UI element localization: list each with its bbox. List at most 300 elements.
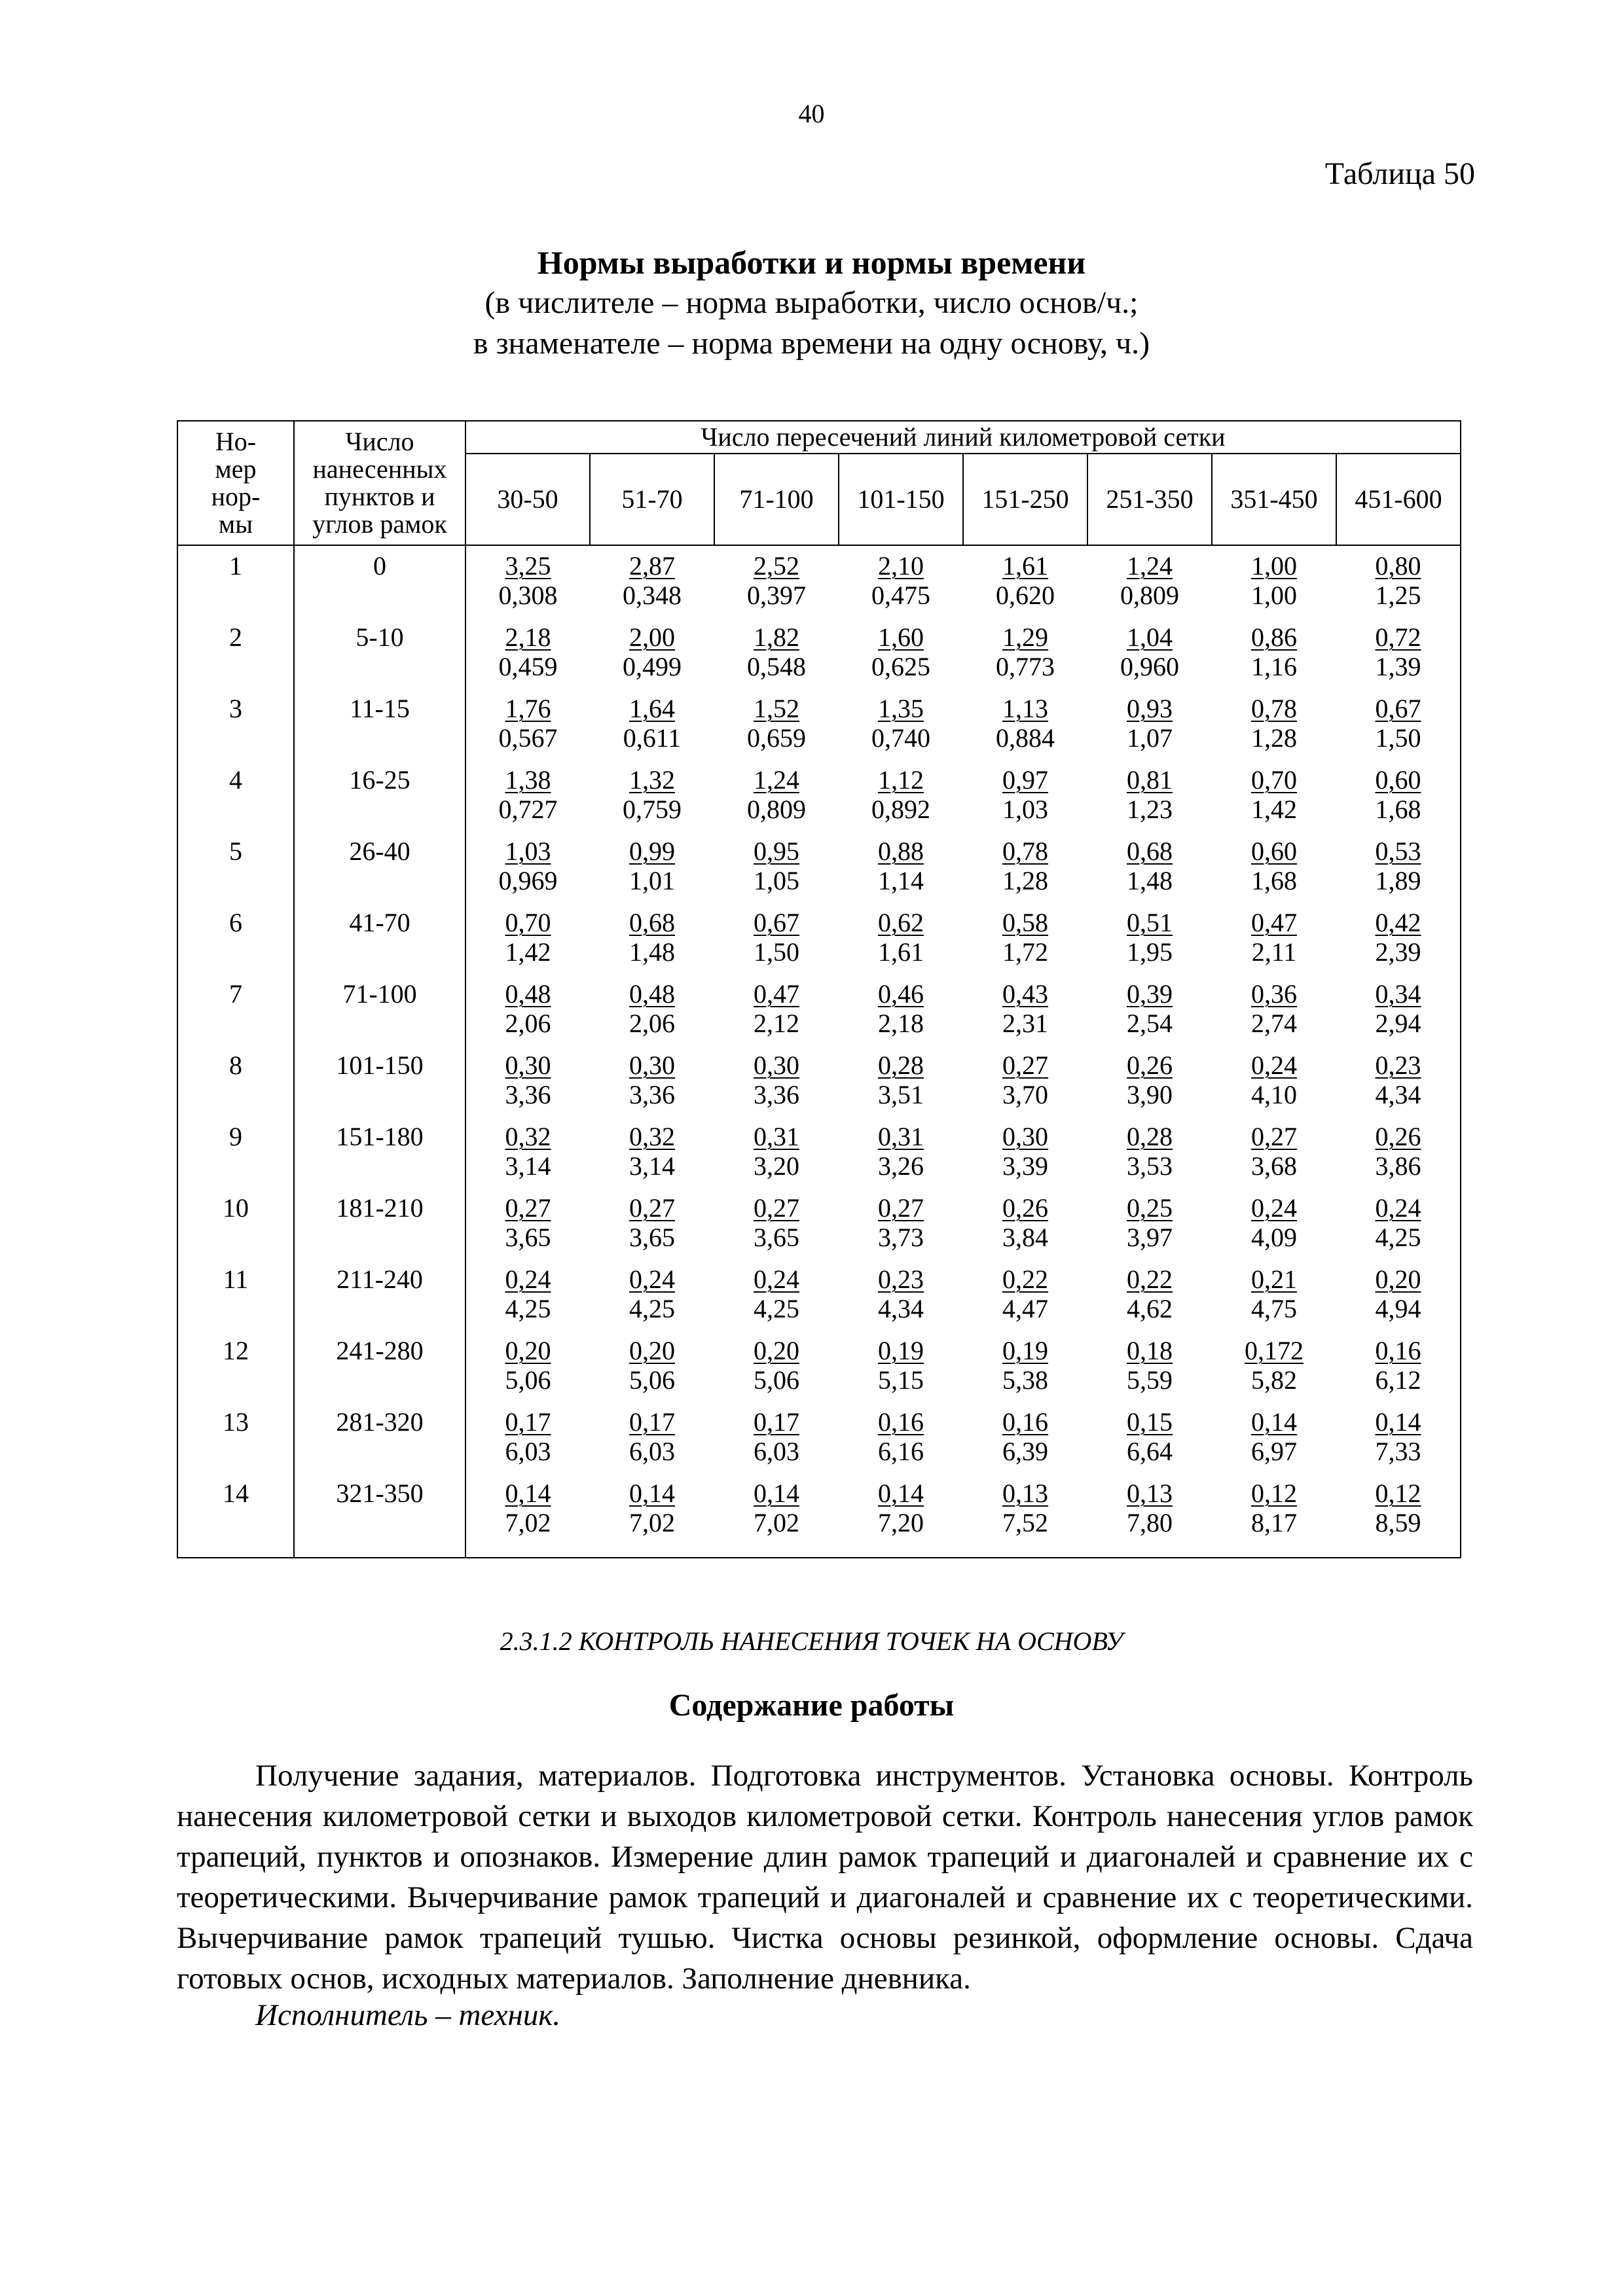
output-rate: 0,30 xyxy=(1002,1122,1048,1151)
norm-number-cell: 2 xyxy=(177,622,294,694)
output-rate: 0,23 xyxy=(878,1265,924,1294)
time-norm: 4,47 xyxy=(1002,1294,1048,1323)
time-norm: 3,36 xyxy=(629,1080,675,1109)
norm-fraction xyxy=(623,694,682,753)
time-norm: 0,884 xyxy=(996,723,1055,753)
norm-fraction xyxy=(1127,694,1173,753)
header-norm-number-line: мы xyxy=(218,509,253,539)
output-rate: 1,24 xyxy=(754,765,799,795)
output-rate: 0,18 xyxy=(1127,1336,1173,1365)
output-rate: 1,00 xyxy=(1251,551,1297,581)
norm-value-cell xyxy=(1212,1336,1336,1407)
norm-value-cell xyxy=(714,1265,839,1336)
norm-fraction xyxy=(1120,551,1179,610)
norm-fraction xyxy=(1002,1122,1048,1181)
norm-value-cell xyxy=(1212,1265,1336,1336)
time-norm: 3,65 xyxy=(629,1223,675,1252)
norm-fraction xyxy=(1127,1193,1173,1252)
norm-value-cell xyxy=(963,765,1087,836)
norm-value-cell xyxy=(465,1336,590,1407)
time-norm: 1,72 xyxy=(1002,937,1048,967)
norm-fraction xyxy=(1127,979,1173,1038)
output-rate: 0,32 xyxy=(505,1122,551,1151)
norm-value-cell xyxy=(1212,1050,1336,1122)
time-norm: 0,892 xyxy=(871,795,930,824)
time-norm: 2,06 xyxy=(505,1009,551,1038)
norm-value-cell xyxy=(714,765,839,836)
table-row xyxy=(177,1265,1461,1336)
time-norm: 1,61 xyxy=(878,937,924,967)
output-rate: 2,87 xyxy=(629,551,675,581)
output-rate: 0,51 xyxy=(1127,908,1173,937)
time-norm: 6,12 xyxy=(1375,1365,1421,1395)
output-rate: 0,68 xyxy=(629,908,675,937)
norm-value-cell xyxy=(1212,694,1336,765)
time-norm: 4,34 xyxy=(1375,1080,1421,1109)
time-norm: 1,95 xyxy=(1127,937,1173,967)
norm-fraction xyxy=(629,1336,675,1395)
table-subtitle-line-1: (в числителе – норма выработки, число основ/ч.; xyxy=(484,285,1139,320)
norm-value-cell xyxy=(963,1407,1087,1479)
norms-table-body xyxy=(177,545,1461,1558)
time-norm: 0,475 xyxy=(871,581,930,610)
time-norm: 5,06 xyxy=(505,1365,551,1395)
norm-value-cell xyxy=(839,1407,963,1479)
output-rate: 0,14 xyxy=(878,1479,924,1508)
header-grid-intersections: Число пересечений линий километровой сетки xyxy=(465,421,1461,454)
output-rate: 0,14 xyxy=(629,1479,675,1508)
norm-fraction xyxy=(505,1407,551,1466)
norm-value-cell xyxy=(1087,694,1212,765)
norm-fraction xyxy=(1002,765,1048,824)
norm-value-cell xyxy=(590,1050,714,1122)
output-rate: 0,24 xyxy=(1375,1193,1421,1223)
norm-fraction xyxy=(1002,1336,1048,1395)
time-norm: 1,16 xyxy=(1251,652,1297,681)
time-norm: 6,03 xyxy=(754,1437,799,1466)
norm-fraction xyxy=(871,551,930,610)
norm-value-cell xyxy=(590,1336,714,1407)
points-count-cell: 5-10 xyxy=(294,622,465,694)
norm-fraction xyxy=(1376,694,1421,753)
norm-fraction xyxy=(1127,1050,1173,1109)
content-title: Содержание работы xyxy=(668,1688,955,1723)
table-row xyxy=(177,1122,1461,1193)
points-count-cell: 151-180 xyxy=(294,1122,465,1193)
output-rate: 0,27 xyxy=(505,1193,551,1223)
output-rate: 2,18 xyxy=(505,622,551,652)
output-rate: 0,14 xyxy=(1251,1407,1297,1437)
norm-value-cell xyxy=(465,1407,590,1479)
norm-fraction xyxy=(629,1407,675,1466)
time-norm: 2,39 xyxy=(1375,937,1421,967)
norm-value-cell xyxy=(1087,1050,1212,1122)
time-norm: 1,28 xyxy=(1002,866,1048,895)
output-rate: 1,64 xyxy=(629,694,675,723)
norm-value-cell xyxy=(465,545,590,622)
output-rate: 0,62 xyxy=(878,908,924,937)
header-norm-number xyxy=(177,421,294,545)
norm-value-cell xyxy=(714,545,839,622)
norm-fraction xyxy=(1376,765,1421,824)
output-rate: 0,17 xyxy=(629,1407,675,1437)
time-norm: 5,15 xyxy=(878,1365,924,1395)
header-range: 30-50 xyxy=(465,454,590,545)
output-rate: 0,60 xyxy=(1251,836,1297,866)
time-norm: 1,05 xyxy=(754,866,799,895)
norm-fraction xyxy=(754,1193,799,1252)
norm-value-cell xyxy=(1087,622,1212,694)
norm-fraction xyxy=(747,694,806,753)
norm-fraction xyxy=(1251,1122,1297,1181)
time-norm: 3,51 xyxy=(878,1080,924,1109)
norm-value-cell xyxy=(963,908,1087,979)
time-norm: 0,459 xyxy=(498,652,558,681)
norm-value-cell xyxy=(1336,979,1461,1050)
points-count-cell: 71-100 xyxy=(294,979,465,1050)
output-rate: 0,19 xyxy=(1002,1336,1048,1365)
header-range: 251-350 xyxy=(1087,454,1212,545)
time-norm: 7,33 xyxy=(1375,1437,1421,1466)
time-norm: 6,39 xyxy=(1002,1437,1048,1466)
output-rate: 0,24 xyxy=(1251,1193,1297,1223)
norm-fraction xyxy=(1251,908,1297,967)
output-rate: 1,13 xyxy=(1002,694,1048,723)
output-rate: 0,70 xyxy=(505,908,551,937)
output-rate: 0,88 xyxy=(878,836,924,866)
table-row xyxy=(177,622,1461,694)
time-norm: 7,20 xyxy=(878,1508,924,1537)
norm-fraction xyxy=(754,1265,799,1323)
norm-fraction xyxy=(1376,622,1421,681)
norm-value-cell xyxy=(963,1122,1087,1193)
output-rate: 0,27 xyxy=(1251,1122,1297,1151)
output-rate: 0,14 xyxy=(1375,1407,1421,1437)
output-rate: 0,53 xyxy=(1375,836,1421,866)
output-rate: 0,14 xyxy=(754,1479,799,1508)
points-count-cell: 281-320 xyxy=(294,1407,465,1479)
time-norm: 0,759 xyxy=(623,795,682,824)
norm-fraction xyxy=(878,908,924,967)
output-rate: 0,67 xyxy=(1375,694,1421,723)
norm-value-cell xyxy=(714,836,839,908)
time-norm: 1,01 xyxy=(629,866,675,895)
output-rate: 0,39 xyxy=(1127,979,1173,1009)
norm-value-cell xyxy=(465,1050,590,1122)
norm-value-cell xyxy=(714,1050,839,1122)
norm-value-cell xyxy=(1336,908,1461,979)
norm-value-cell xyxy=(590,836,714,908)
norm-fraction xyxy=(1376,1050,1421,1109)
output-rate: 1,35 xyxy=(878,694,924,723)
table-row xyxy=(177,908,1461,979)
norm-fraction xyxy=(1376,1265,1421,1323)
norm-fraction xyxy=(754,908,799,967)
time-norm: 0,397 xyxy=(747,581,806,610)
time-norm: 6,97 xyxy=(1251,1437,1297,1466)
norm-value-cell xyxy=(590,694,714,765)
time-norm: 4,34 xyxy=(878,1294,924,1323)
output-rate: 0,27 xyxy=(629,1193,675,1223)
output-rate: 0,47 xyxy=(754,979,799,1009)
time-norm: 0,348 xyxy=(623,581,682,610)
output-rate: 0,15 xyxy=(1127,1407,1173,1437)
output-rate: 0,21 xyxy=(1251,1265,1297,1294)
norm-fraction xyxy=(499,836,558,895)
norm-number-cell: 1 xyxy=(177,545,294,622)
output-rate: 0,70 xyxy=(1251,765,1297,795)
norm-value-cell xyxy=(714,1122,839,1193)
time-norm: 7,02 xyxy=(754,1508,799,1537)
time-norm: 2,11 xyxy=(1251,937,1297,967)
time-norm: 1,03 xyxy=(1002,795,1048,824)
header-range: 351-450 xyxy=(1212,454,1336,545)
norm-fraction xyxy=(754,979,799,1038)
norm-fraction xyxy=(1251,694,1297,753)
table-row xyxy=(177,1407,1461,1479)
points-count-cell: 11-15 xyxy=(294,694,465,765)
points-count-cell: 26-40 xyxy=(294,836,465,908)
output-rate: 0,34 xyxy=(1375,979,1421,1009)
header-range: 51-70 xyxy=(590,454,714,545)
output-rate: 0,13 xyxy=(1002,1479,1048,1508)
time-norm: 0,727 xyxy=(498,795,558,824)
norm-value-cell xyxy=(714,1336,839,1407)
norm-value-cell xyxy=(1087,836,1212,908)
norm-value-cell xyxy=(963,1479,1087,1558)
norm-value-cell xyxy=(590,1122,714,1193)
output-rate: 0,31 xyxy=(878,1122,924,1151)
output-rate: 1,24 xyxy=(1127,551,1173,581)
time-norm: 3,14 xyxy=(629,1151,675,1181)
norm-value-cell xyxy=(590,908,714,979)
time-norm: 3,97 xyxy=(1127,1223,1173,1252)
norm-fraction xyxy=(871,765,930,824)
norm-fraction xyxy=(878,1265,924,1323)
output-rate: 0,86 xyxy=(1251,622,1297,652)
points-count-cell: 181-210 xyxy=(294,1193,465,1265)
norm-fraction xyxy=(1376,908,1421,967)
norm-number-cell: 10 xyxy=(177,1193,294,1265)
table-row xyxy=(177,836,1461,908)
norm-fraction xyxy=(996,694,1055,753)
time-norm: 3,73 xyxy=(878,1223,924,1252)
time-norm: 0,567 xyxy=(498,723,558,753)
norm-value-cell xyxy=(1212,979,1336,1050)
header-points-count xyxy=(294,421,465,545)
output-rate: 1,38 xyxy=(505,765,551,795)
norm-value-cell xyxy=(465,694,590,765)
time-norm: 3,36 xyxy=(754,1080,799,1109)
time-norm: 3,86 xyxy=(1375,1151,1421,1181)
output-rate: 0,72 xyxy=(1375,622,1421,652)
time-norm: 0,625 xyxy=(871,652,930,681)
norm-fraction xyxy=(747,551,806,610)
time-norm: 4,75 xyxy=(1251,1294,1297,1323)
norm-fraction xyxy=(878,1193,924,1252)
time-norm: 0,809 xyxy=(1120,581,1179,610)
table-row xyxy=(177,1193,1461,1265)
time-norm: 4,25 xyxy=(505,1294,551,1323)
time-norm: 2,12 xyxy=(754,1009,799,1038)
performer-line: Исполнитель – техник. xyxy=(255,1998,561,2032)
norm-fraction xyxy=(1376,979,1421,1038)
norm-fraction xyxy=(505,979,551,1038)
time-norm: 3,36 xyxy=(505,1080,551,1109)
page-number: 40 xyxy=(798,99,825,128)
norm-fraction xyxy=(754,1479,799,1537)
time-norm: 0,499 xyxy=(623,652,682,681)
time-norm: 0,809 xyxy=(747,795,806,824)
time-norm: 3,39 xyxy=(1002,1151,1048,1181)
time-norm: 4,25 xyxy=(754,1294,799,1323)
time-norm: 4,94 xyxy=(1375,1294,1421,1323)
norm-fraction xyxy=(1127,1336,1173,1395)
time-norm: 6,03 xyxy=(629,1437,675,1466)
norm-value-cell xyxy=(963,1336,1087,1407)
header-points-line: пунктов и xyxy=(324,482,435,511)
norm-fraction xyxy=(505,1265,551,1323)
norm-value-cell xyxy=(714,908,839,979)
output-rate: 1,04 xyxy=(1127,622,1173,652)
norm-fraction xyxy=(1127,1479,1173,1537)
norm-fraction xyxy=(1251,551,1297,610)
time-norm: 0,969 xyxy=(498,866,558,895)
table-row xyxy=(177,1479,1461,1558)
norm-fraction xyxy=(1002,979,1048,1038)
norm-value-cell xyxy=(839,1050,963,1122)
norm-value-cell xyxy=(1212,908,1336,979)
body-paragraph: Получение задания, материалов. Подготовка инструментов. Установка основы. Контроль нанесения километровой сетки и выходов километровой сетки. Контроль нанесения углов рамок трапеций, пунктов и опознаков. Измерение длин рамок трапеций и диагоналей и сравнение их с теоретическими. Вычерчивание рамок трапеций и диагоналей и сравнение их с теоретическими. Вычерчивание рамок трапеций тушью. Чистка основы резинкой, оформление основы. Сдача готовых основ, исходных материалов. Заполнение дневника. xyxy=(177,1759,1473,1996)
norm-fraction xyxy=(1127,836,1173,895)
norm-fraction xyxy=(505,1122,551,1181)
norm-value-cell xyxy=(1212,622,1336,694)
header-range: 151-250 xyxy=(963,454,1087,545)
norm-value-cell xyxy=(1336,694,1461,765)
header-range: 451-600 xyxy=(1336,454,1461,545)
time-norm: 0,773 xyxy=(996,652,1055,681)
norm-value-cell xyxy=(839,1193,963,1265)
norm-fraction xyxy=(505,1193,551,1252)
table-label: Таблица 50 xyxy=(1324,156,1475,191)
header-norm-number-line: мер xyxy=(215,454,257,484)
output-rate: 0,13 xyxy=(1127,1479,1173,1508)
norm-value-cell xyxy=(839,1122,963,1193)
norm-fraction xyxy=(629,836,675,895)
norm-value-cell xyxy=(963,979,1087,1050)
output-rate: 0,28 xyxy=(878,1050,924,1080)
norm-fraction xyxy=(1002,836,1048,895)
header-points-line: нанесенных xyxy=(312,454,447,484)
time-norm: 3,84 xyxy=(1002,1223,1048,1252)
norm-fraction xyxy=(878,1122,924,1181)
time-norm: 5,06 xyxy=(754,1365,799,1395)
time-norm: 1,48 xyxy=(629,937,675,967)
output-rate: 0,20 xyxy=(505,1336,551,1365)
norm-value-cell xyxy=(839,765,963,836)
norm-number-cell: 11 xyxy=(177,1265,294,1336)
norm-fraction xyxy=(629,908,675,967)
output-rate: 0,60 xyxy=(1375,765,1421,795)
norm-fraction xyxy=(505,1479,551,1537)
norm-fraction xyxy=(1376,1193,1421,1252)
norm-fraction xyxy=(499,694,558,753)
output-rate: 0,48 xyxy=(629,979,675,1009)
output-rate: 0,26 xyxy=(1127,1050,1173,1080)
norm-value-cell xyxy=(714,1407,839,1479)
norm-value-cell xyxy=(1336,836,1461,908)
time-norm: 1,50 xyxy=(754,937,799,967)
time-norm: 1,39 xyxy=(1375,652,1421,681)
output-rate: 0,48 xyxy=(505,979,551,1009)
norm-fraction xyxy=(629,1193,675,1252)
time-norm: 6,03 xyxy=(505,1437,551,1466)
time-norm: 2,54 xyxy=(1127,1009,1173,1038)
norm-fraction xyxy=(747,622,806,681)
norm-value-cell xyxy=(839,836,963,908)
norm-fraction xyxy=(1251,765,1297,824)
norm-value-cell xyxy=(839,1336,963,1407)
norm-fraction xyxy=(878,836,924,895)
norm-fraction xyxy=(1127,1265,1173,1323)
norm-number-cell: 13 xyxy=(177,1407,294,1479)
header-points-line: углов рамок xyxy=(312,509,447,539)
norm-value-cell xyxy=(465,1479,590,1558)
norm-value-cell xyxy=(590,545,714,622)
norm-value-cell xyxy=(839,545,963,622)
output-rate: 1,12 xyxy=(878,765,924,795)
norm-value-cell xyxy=(1212,1479,1336,1558)
norm-value-cell xyxy=(1087,1193,1212,1265)
norm-value-cell xyxy=(1212,1122,1336,1193)
norm-fraction xyxy=(1376,1336,1421,1395)
norm-fraction xyxy=(505,1336,551,1395)
output-rate: 0,22 xyxy=(1127,1265,1173,1294)
norm-value-cell xyxy=(1212,836,1336,908)
norm-fraction xyxy=(1376,1479,1421,1537)
points-count-cell: 321-350 xyxy=(294,1479,465,1558)
norm-value-cell xyxy=(1212,1193,1336,1265)
output-rate: 0,12 xyxy=(1375,1479,1421,1508)
points-count-cell: 0 xyxy=(294,545,465,622)
output-rate: 1,03 xyxy=(505,836,551,866)
header-norm-number-line: Но- xyxy=(215,427,257,456)
time-norm: 5,59 xyxy=(1127,1365,1173,1395)
output-rate: 0,99 xyxy=(629,836,675,866)
time-norm: 6,64 xyxy=(1127,1437,1173,1466)
table-row xyxy=(177,979,1461,1050)
norm-fraction xyxy=(499,765,558,824)
time-norm: 1,48 xyxy=(1127,866,1173,895)
norm-fraction xyxy=(1002,908,1048,967)
norm-fraction xyxy=(629,1122,675,1181)
norm-value-cell xyxy=(963,1265,1087,1336)
time-norm: 1,50 xyxy=(1375,723,1421,753)
time-norm: 1,25 xyxy=(1375,581,1421,610)
output-rate: 0,36 xyxy=(1251,979,1297,1009)
norm-fraction xyxy=(878,979,924,1038)
output-rate: 0,68 xyxy=(1127,836,1173,866)
output-rate: 2,52 xyxy=(754,551,799,581)
norm-value-cell xyxy=(1336,765,1461,836)
norm-fraction xyxy=(878,1479,924,1537)
norm-value-cell xyxy=(1212,1407,1336,1479)
time-norm: 2,74 xyxy=(1251,1009,1297,1038)
time-norm: 1,68 xyxy=(1375,795,1421,824)
norm-value-cell xyxy=(465,765,590,836)
norm-value-cell xyxy=(1336,1336,1461,1407)
norm-value-cell xyxy=(714,694,839,765)
